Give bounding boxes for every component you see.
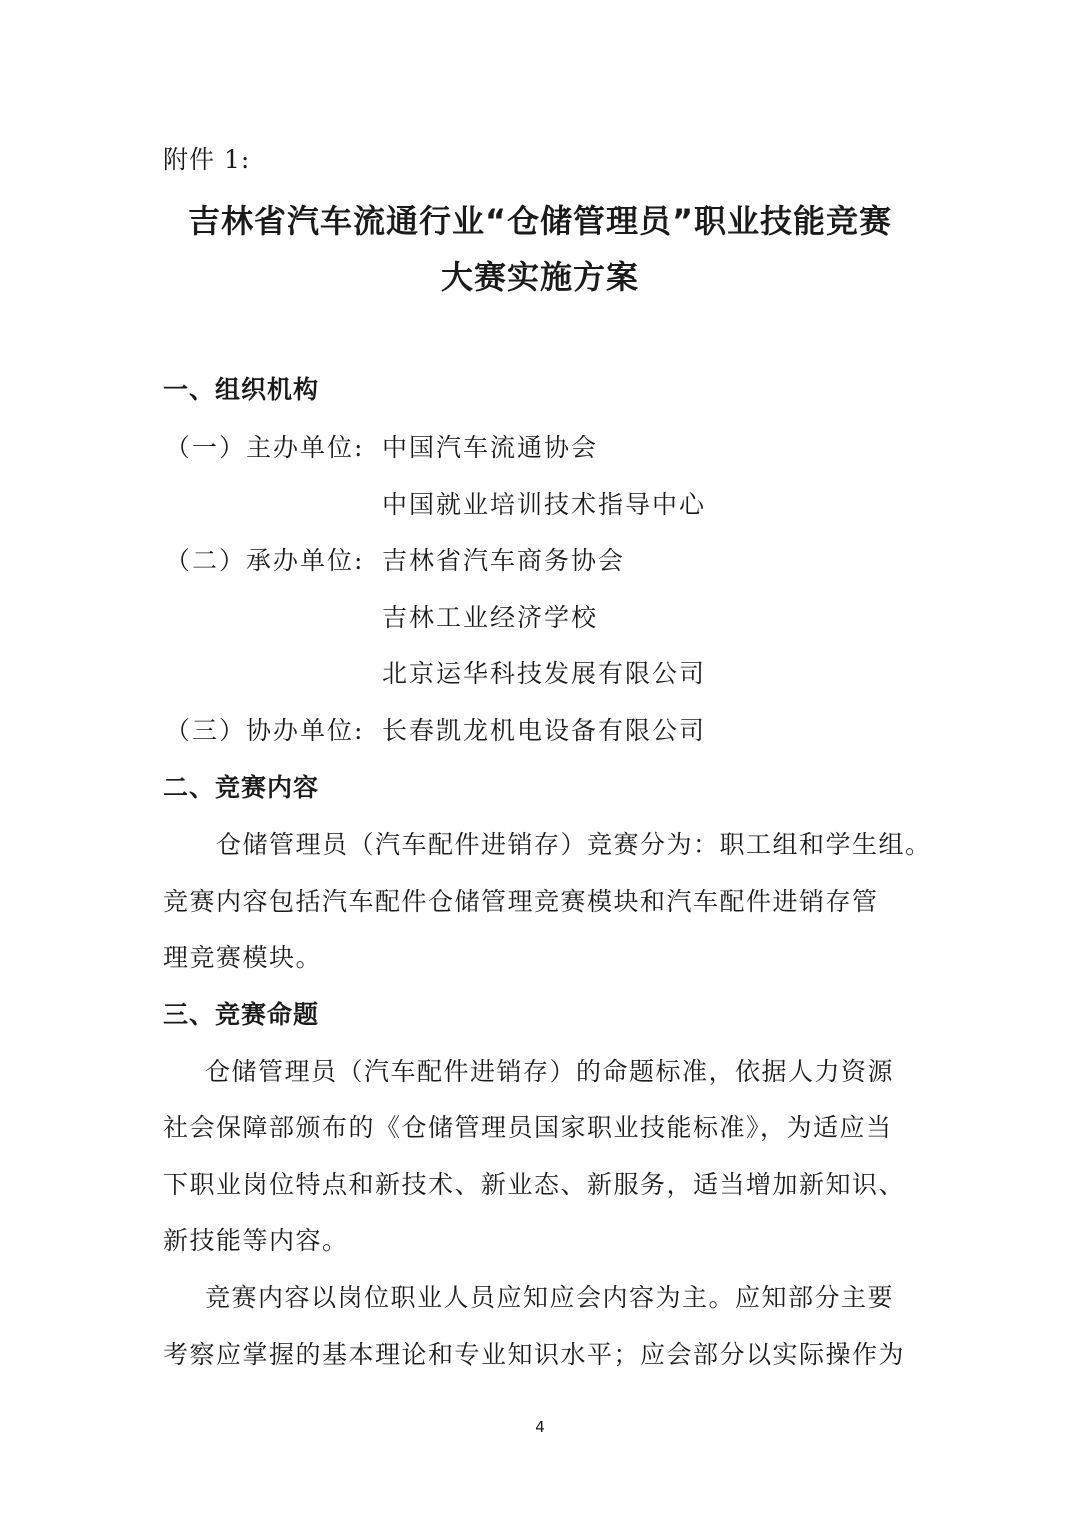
org-label-co-organizer: （三）协办单位: [165,716,365,745]
section-heading-proposition: 三、竞赛命题 [163,1000,320,1029]
section-heading-content: 二、竞赛内容 [163,773,320,802]
attachment-label: 附件 1: [163,145,251,174]
org-value: 长春凯龙机电设备有限公司 [382,716,707,745]
org-label-organizer: （二）承办单位: [165,546,365,575]
document-title-line-2: 大赛实施方案 [440,258,639,296]
org-value: 北京运华科技发展有限公司 [382,659,707,688]
org-value: 吉林工业经济学校 [382,603,599,632]
org-value: 吉林省汽车商务协会 [382,546,626,575]
paragraph-line: 仓储管理员（汽车配件进销存）的命题标准，依据人力资源 [205,1057,895,1086]
paragraph-line: 理竞赛模块。 [163,943,323,972]
paragraph-line: 新技能等内容。 [163,1226,349,1255]
paragraph-line: 仓储管理员（汽车配件进销存）竞赛分为：职工组和学生组。 [216,830,932,859]
document-title-line-1: 吉林省汽车流通行业“仓储管理员”职业技能竞赛 [187,202,893,240]
org-value: 中国就业培训技术指导中心 [382,490,707,519]
paragraph-line: 下职业岗位特点和新技术、新业态、新服务，适当增加新知识、 [163,1170,906,1199]
section-heading-organization: 一、组织机构 [163,375,320,404]
org-value: 中国汽车流通协会 [382,433,599,462]
page-number: 4 [535,1418,545,1436]
paragraph-line: 社会保障部颁布的《仓储管理员国家职业技能标准》，为适应当 [163,1113,893,1142]
org-label-host: （一）主办单位: [165,433,365,462]
paragraph-line: 竞赛内容以岗位职业人员应知应会内容为主。应知部分主要 [205,1283,895,1312]
paragraph-line: 竞赛内容包括汽车配件仓储管理竞赛模块和汽车配件进销存管 [163,887,879,916]
paragraph-line: 考察应掌握的基本理论和专业知识水平；应会部分以实际操作为 [163,1340,906,1369]
